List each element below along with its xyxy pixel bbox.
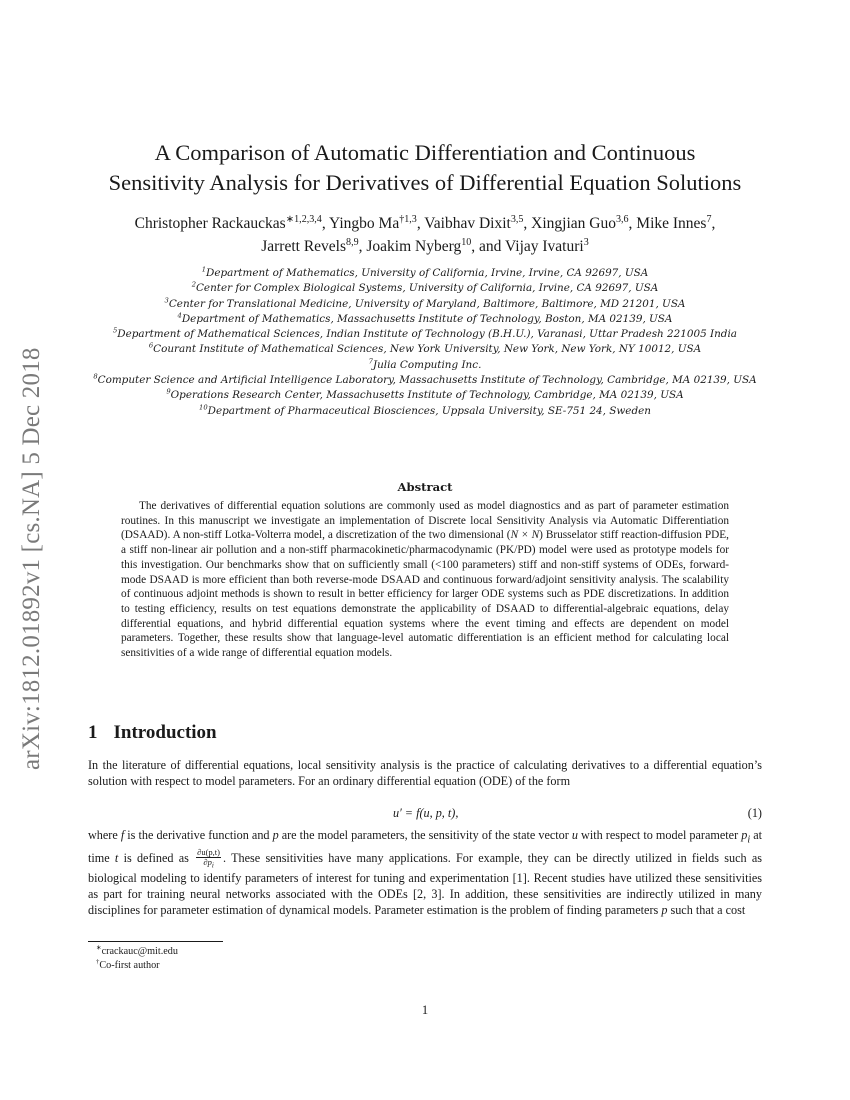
affiliation-list — [40, 266, 810, 419]
affiliation — [40, 388, 810, 403]
author-affil-marks: 8,9 — [346, 236, 359, 248]
section-number: 1 — [88, 722, 98, 743]
author-affil-marks: ∗1,2,3,4 — [285, 213, 322, 225]
math-var: p — [661, 902, 668, 917]
affiliation — [40, 297, 810, 312]
abstract-text-part: The derivatives of differential equation solutions are commonly used as model diagnostics and as part of parameter estimation routines. In this manuscript we investigate an implementation of Discrete local Sensitivity Analysis via Automatic Differentiation (DSAAD). A non-stiff Lotka-Volterra model, a discretization of the two dimensional ( — [121, 500, 729, 542]
affiliation-number: 9 — [166, 387, 171, 396]
author-separator: , — [523, 215, 532, 232]
abstract-math: N × N — [510, 529, 540, 542]
author-separator: , — [321, 215, 330, 232]
affiliation-text: Computer Science and Artificial Intelligence Laboratory, Massachusetts Institute of Technology, Cambridge, MA 02139, USA — [97, 374, 757, 387]
footnote-mark: † — [96, 958, 100, 966]
fraction-denominator-sub: i — [211, 862, 214, 871]
author-name: Yingbo Ma — [329, 215, 400, 232]
affiliation — [40, 266, 810, 281]
footnote — [96, 960, 160, 971]
affiliation — [40, 342, 810, 357]
affiliation — [40, 373, 810, 388]
fraction-denominator-base: ∂p — [203, 857, 212, 868]
math-subscript: i — [747, 834, 751, 846]
fraction-denominator — [196, 858, 221, 871]
text-run: is the derivative function and — [124, 828, 273, 842]
intro-paragraph-1: In the literature of differential equations, local sensitivity analysis is the practice of calculating derivatives to a differential equation’s solution with respect to model parameters. For an ordinary differential equation (ODE) of the form — [88, 758, 762, 788]
affiliation-number: 4 — [177, 311, 182, 320]
author-line-1 — [60, 212, 790, 235]
affiliation — [40, 404, 810, 419]
section-title: Introduction — [113, 722, 217, 743]
affiliation-text: Department of Mathematics, Massachusetts Institute of Technology, Boston, MA 02139, USA — [181, 312, 673, 325]
author-separator: , and — [471, 238, 506, 255]
affiliation-number: 2 — [191, 280, 196, 289]
author-separator: , — [358, 238, 367, 255]
affiliation — [40, 281, 810, 296]
text-run: with respect to model parameter — [578, 828, 742, 842]
author-affil-marks: 10 — [461, 236, 472, 248]
affiliation — [40, 358, 810, 373]
affiliation — [40, 312, 810, 327]
arxiv-identifier: arXiv:1812.01892v1 [cs.NA] 5 Dec 2018 — [18, 347, 45, 770]
text-run: . These sensitivities have many applications. For example, they can be directly utilized in fields such as biological modeling to identify parameters of interest for tuning and experimentation [1]. Recent studies have utilized these sensitivities as part for training neural networks associated with the ODEs [2, 3]. In addition, these sensitivities are indirectly utilized in many disciplines for parameter estimation of dynamical models. Parameter estimation is the problem of finding parameters — [88, 851, 763, 917]
text-run: such that a cost — [667, 902, 746, 917]
affiliation-text: Julia Computing Inc. — [372, 358, 482, 371]
intro-paragraph-2 — [88, 828, 762, 919]
page-number: 1 — [421, 1003, 429, 1017]
author-separator: , — [416, 215, 425, 232]
affiliation — [40, 327, 810, 342]
author-line-2 — [60, 235, 790, 258]
text-run: is defined as — [118, 851, 195, 866]
math-var: t — [114, 851, 119, 866]
paper-title — [60, 138, 790, 198]
author-affil-marks: 3 — [583, 236, 589, 248]
section-heading — [88, 722, 217, 744]
author-name: Xingjian Guo — [531, 215, 616, 232]
affiliation-text: Courant Institute of Mathematical Sciences, New York University, New York, New York, NY 10012, USA — [153, 343, 702, 356]
author-affil-marks: 7 — [706, 213, 712, 225]
affiliation-number: 1 — [201, 265, 207, 274]
author-list — [60, 212, 790, 258]
fraction-numerator: ∂u(p,t) — [197, 847, 221, 858]
author-name: Mike Innes — [636, 215, 707, 232]
title-line-1: A Comparison of Automatic Differentiation and Continuous — [154, 140, 696, 165]
affiliation-number: 5 — [113, 326, 118, 335]
footnote — [96, 946, 178, 957]
footnote-text: crackauc@mit.edu — [101, 946, 178, 957]
affiliation-number: 3 — [164, 296, 169, 305]
text-run: at time — [88, 828, 762, 866]
affiliation-text: Center for Complex Biological Systems, University of California, Irvine, CA 92697, USA — [195, 282, 659, 295]
affiliation-text: Department of Mathematics, University of California, Irvine, Irvine, CA 92697, USA — [206, 267, 649, 279]
math-var: f — [120, 828, 125, 842]
sensitivity-fraction — [196, 848, 221, 871]
abstract-heading: Abstract — [397, 480, 453, 494]
affiliation-text: Department of Mathematical Sciences, Indian Institute of Technology (B.H.U.), Varanasi, Uttar Pradesh 221005 India — [117, 328, 737, 341]
author-affil-marks: †1,3 — [399, 213, 417, 225]
affiliation-text: Department of Pharmaceutical Biosciences, Uppsala University, SE-751 24, Sweden — [207, 404, 651, 417]
author-separator: , — [628, 215, 637, 232]
math-var: p — [272, 828, 279, 842]
affiliation-number: 6 — [148, 342, 154, 351]
author-name: Christopher Rackauckas — [134, 215, 286, 232]
author-affil-marks: 3,5 — [510, 213, 524, 225]
author-name: Vijay Ivaturi — [505, 238, 584, 255]
abstract-text — [121, 499, 729, 661]
affiliation-text: Operations Research Center, Massachusetts Institute of Technology, Cambridge, MA 02139, USA — [170, 389, 684, 402]
author-name: Joakim Nyberg — [366, 238, 462, 255]
affiliation-number: 8 — [93, 372, 98, 381]
equation-number: (1) — [747, 806, 762, 820]
math-var: u — [571, 828, 578, 842]
footnote-rule — [88, 941, 223, 942]
affiliation-number: 7 — [368, 357, 373, 366]
footnote-mark: ∗ — [96, 944, 102, 952]
author-separator: , — [711, 215, 716, 232]
author-name: Jarrett Revels — [261, 238, 347, 255]
equation-body: u′ = f(u, p, t), — [393, 806, 459, 820]
text-run: are the model parameters, the sensitivity of the state vector — [278, 828, 572, 842]
affiliation-text: Center for Translational Medicine, University of Maryland, Baltimore, Baltimore, MD 21201, USA — [168, 297, 686, 310]
abstract-text-part: ) Brusselator stiff reaction-diffusion PDE, a stiff non-linear air pollution and a non-stiff pharmacokinetic/pharmacodynamic (PK/PD) model were used as prototype models for this investigation. Our benchmarks show that on sufficiently small (<100 parameters) stiff and non-stiff systems of ODEs, forward-mode DSAAD is more efficient than both reverse-mode DSAAD and continuous forward/adjoint sensitivity analysis. The scalability of continuous adjoint methods is shown to result in better efficiency for larger ODE systems such as PDE discretizations. In addition to testing efficiency, results on test equations demonstrate the applicability of DSAAD to differential-algebraic equations, delay differential equations, and hybrid differential equation systems where the event timing and effects are dependent on model parameters. Together, these results show that language-level automatic differentiation is an efficient method for calculating local sensitivities of a wide range of differential equation models. — [121, 529, 729, 660]
affiliation-number: 10 — [199, 403, 208, 412]
title-line-2: Sensitivity Analysis for Derivatives of Differential Equation Solutions — [108, 170, 742, 195]
footnote-text: Co-first author — [99, 960, 160, 971]
author-name: Vaibhav Dixit — [424, 215, 511, 232]
author-affil-marks: 3,6 — [615, 213, 629, 225]
text-run: where — [88, 828, 121, 842]
math-var: p — [741, 828, 748, 842]
